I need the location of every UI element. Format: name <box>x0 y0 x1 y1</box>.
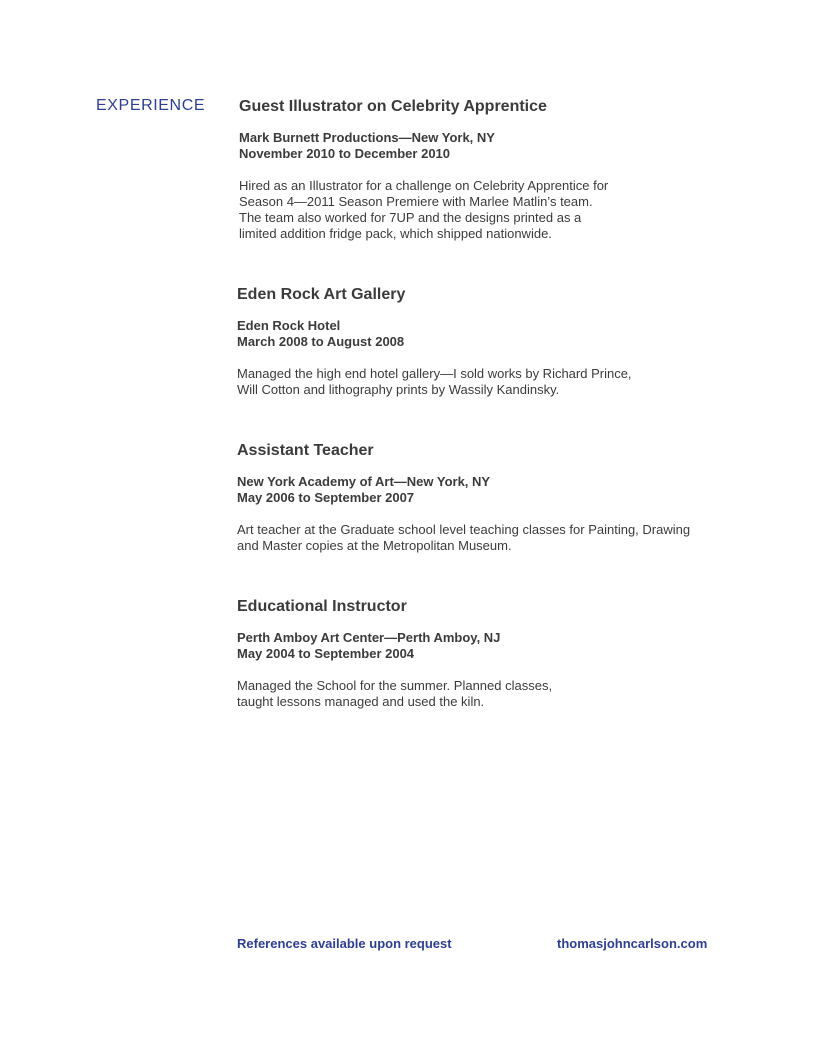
job-dates: November 2010 to December 2010 <box>239 146 451 161</box>
description-line: limited addition fridge pack, which shipped nationwide. <box>239 226 552 241</box>
job-dates: March 2008 to August 2008 <box>237 334 405 349</box>
description-line: Managed the high end hotel gallery—I sold works by Richard Prince, <box>237 366 632 381</box>
description-line: Managed the School for the summer. Planned classes, <box>237 678 553 693</box>
references-note: References available upon request <box>237 936 452 951</box>
job-dates: May 2004 to September 2004 <box>237 646 415 661</box>
job-entry-educational-instructor <box>237 597 717 710</box>
job-title: Assistant Teacher <box>237 442 374 459</box>
job-description <box>239 178 719 242</box>
description-line: Art teacher at the Graduate school level teaching classes for Painting, Drawing <box>237 522 691 537</box>
job-description <box>237 678 717 710</box>
job-organization: Mark Burnett Productions—New York, NY <box>239 130 495 145</box>
description-line: Hired as an Illustrator for a challenge on Celebrity Apprentice for <box>239 178 609 193</box>
website-link[interactable]: thomasjohncarlson.com <box>557 936 708 951</box>
job-title: Eden Rock Art Gallery <box>237 286 406 303</box>
job-organization: Perth Amboy Art Center—Perth Amboy, NJ <box>237 630 501 645</box>
job-organization: Eden Rock Hotel <box>237 318 341 333</box>
description-line: Season 4—2011 Season Premiere with Marlee Matlin’s team. <box>239 194 593 209</box>
job-title: Educational Instructor <box>237 598 407 615</box>
job-description <box>237 522 717 554</box>
job-title: Guest Illustrator on Celebrity Apprentice <box>239 98 547 115</box>
job-description <box>237 366 717 398</box>
job-organization: New York Academy of Art—New York, NY <box>237 474 491 489</box>
description-line: The team also worked for 7UP and the designs printed as a <box>239 210 582 225</box>
job-entry-assistant-teacher <box>237 441 717 554</box>
description-line: Will Cotton and lithography prints by Wassily Kandinsky. <box>237 382 560 397</box>
section-label-experience: EXPERIENCE <box>96 97 206 114</box>
job-dates: May 2006 to September 2007 <box>237 490 415 505</box>
description-line: and Master copies at the Metropolitan Museum. <box>237 538 512 553</box>
job-entry-guest-illustrator <box>239 97 719 242</box>
description-line: taught lessons managed and used the kiln. <box>237 694 485 709</box>
job-entry-eden-rock <box>237 285 717 398</box>
